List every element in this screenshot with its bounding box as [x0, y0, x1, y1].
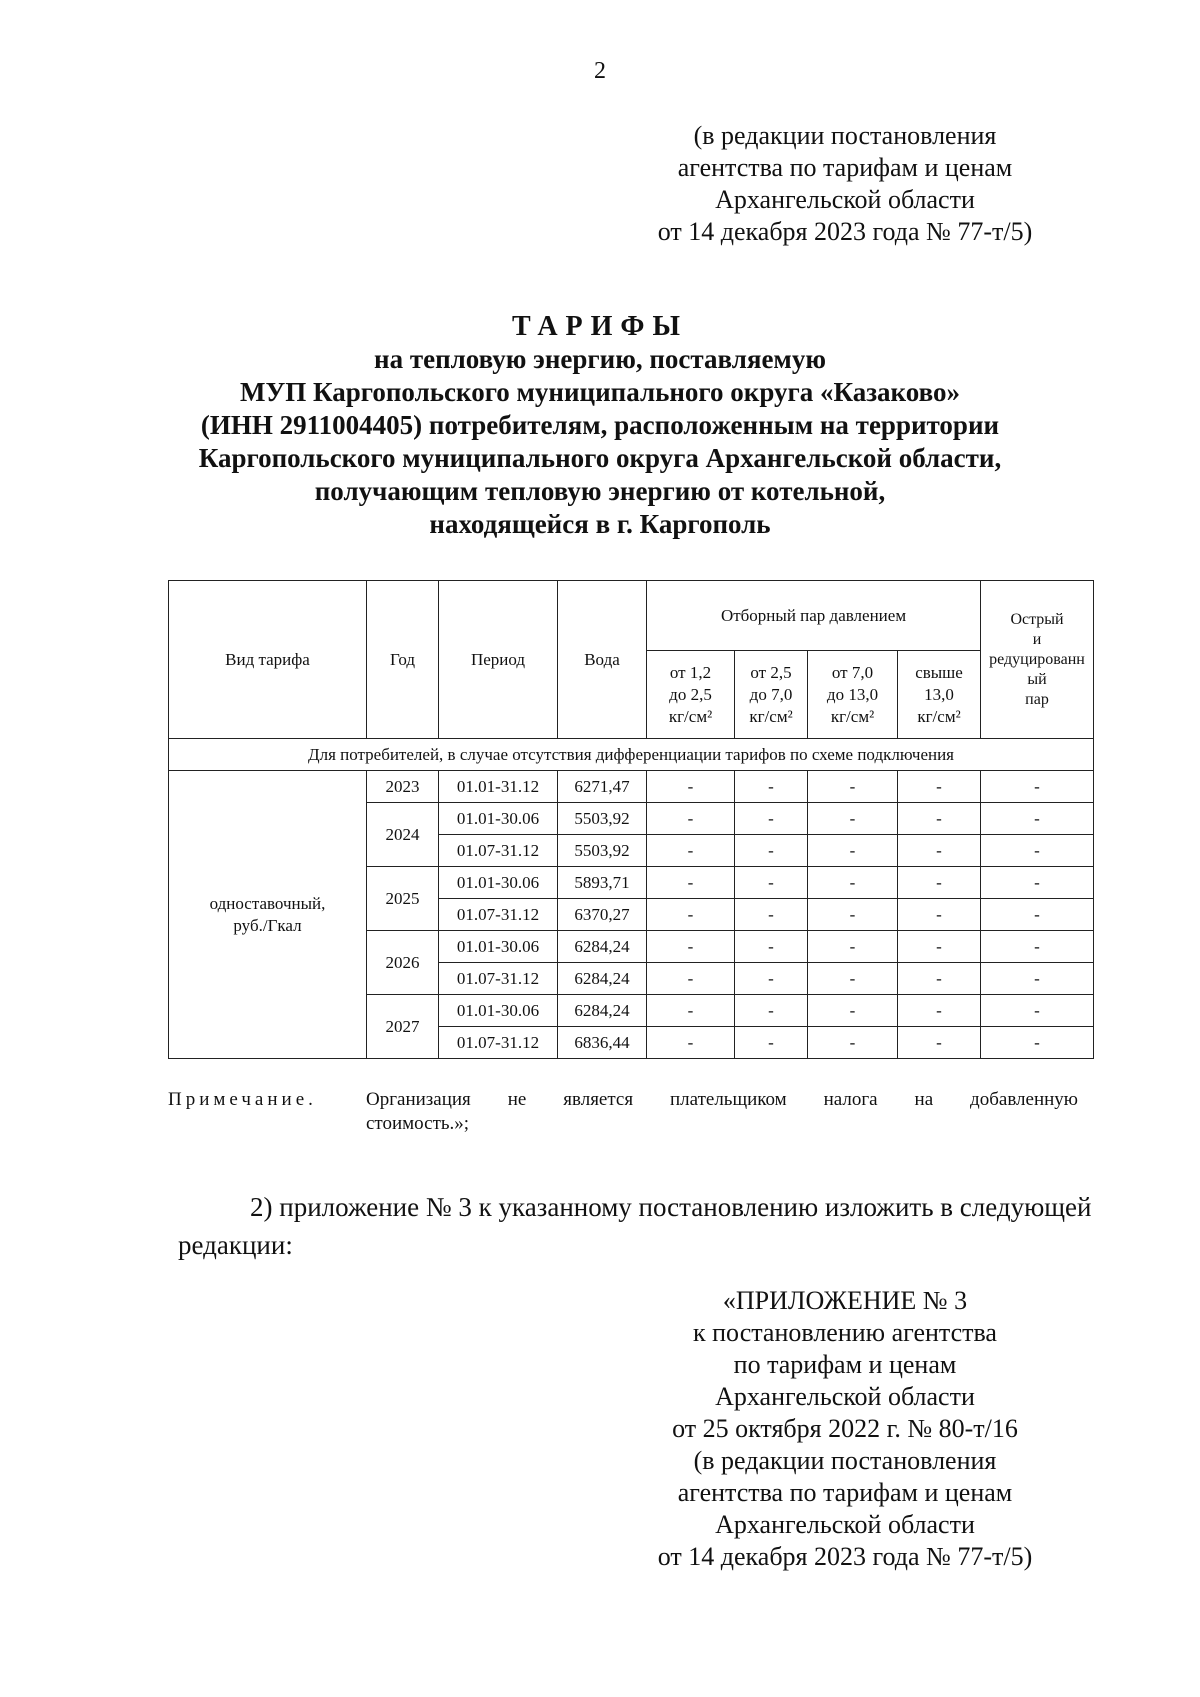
- appendix-line: «ПРИЛОЖЕНИЕ № 3: [722, 1286, 968, 1315]
- title-line: на тепловую энергию, поставляемую: [374, 344, 826, 374]
- dash-cell: -: [647, 931, 735, 963]
- dash-cell: -: [808, 803, 898, 835]
- header-sharp-steam: [981, 581, 1094, 739]
- header-sharp-line: и: [1032, 630, 1042, 648]
- year-cell: 2027: [367, 995, 439, 1059]
- appendix-line: агентства по тарифам и ценам: [677, 1478, 1013, 1507]
- period-cell: 01.01-30.06: [439, 995, 558, 1027]
- appendix-line: по тарифам и ценам: [733, 1350, 957, 1379]
- dash-cell: -: [647, 995, 735, 1027]
- water-value-cell: 6284,24: [558, 995, 647, 1027]
- header-steam-col-3: [808, 651, 898, 739]
- dash-cell: -: [808, 899, 898, 931]
- period-cell: 01.07-31.12: [439, 899, 558, 931]
- header-tariff-type: Вид тарифа: [169, 581, 367, 739]
- dash-cell: -: [647, 899, 735, 931]
- tariff-type-line: руб./Гкал: [233, 915, 302, 935]
- dash-cell: -: [981, 931, 1094, 963]
- paragraph-2-line1: 2) приложение № 3 к указанному постановлению изложить в следующей: [250, 1192, 1092, 1222]
- title-line: (ИНН 2911004405) потребителям, расположенным на территории: [200, 410, 1000, 440]
- paragraph-2-line2: редакции:: [178, 1230, 293, 1260]
- title-line: получающим тепловую энергию от котельной,: [314, 476, 886, 506]
- dash-cell: -: [981, 899, 1094, 931]
- header-steam-line: кг/см²: [830, 706, 875, 726]
- header-steam-line: до 13,0: [826, 684, 879, 704]
- header-steam-line: кг/см²: [749, 706, 793, 726]
- dash-cell: -: [981, 995, 1094, 1027]
- dash-cell: -: [735, 867, 808, 899]
- amendment-line: Архангельской области: [715, 185, 975, 214]
- dash-cell: -: [808, 963, 898, 995]
- header-steam-line: до 7,0: [749, 684, 793, 704]
- dash-cell: -: [808, 771, 898, 803]
- paragraph-2: [178, 1188, 1118, 1264]
- dash-cell: -: [898, 931, 981, 963]
- dash-cell: -: [981, 835, 1094, 867]
- water-value-cell: 6836,44: [558, 1027, 647, 1059]
- dash-cell: -: [808, 835, 898, 867]
- appendix-line: от 14 декабря 2023 года № 77-т/5): [657, 1542, 1033, 1571]
- dash-cell: -: [735, 1027, 808, 1059]
- dash-cell: -: [981, 963, 1094, 995]
- dash-cell: -: [898, 1027, 981, 1059]
- header-steam-line: от 1,2: [669, 662, 712, 682]
- dash-cell: -: [808, 1027, 898, 1059]
- header-steam-line: от 2,5: [750, 662, 792, 682]
- header-steam-col-4: [898, 651, 981, 739]
- page-number: 2: [594, 58, 606, 84]
- dash-cell: -: [898, 867, 981, 899]
- title-line: Каргопольского муниципального округа Архангельской области,: [198, 443, 1002, 473]
- header-steam-line: кг/см²: [668, 706, 713, 726]
- water-value-cell: 6284,24: [558, 931, 647, 963]
- dash-cell: -: [647, 835, 735, 867]
- dash-cell: -: [647, 963, 735, 995]
- period-cell: 01.01-30.06: [439, 931, 558, 963]
- header-steam-line: 13,0: [924, 684, 954, 704]
- header-steam-col-1: [647, 651, 735, 739]
- header-steam-line: свыше: [915, 662, 963, 682]
- header-period: Период: [439, 581, 558, 739]
- period-cell: 01.07-31.12: [439, 963, 558, 995]
- header-steam-line: до 2,5: [669, 684, 712, 704]
- appendix-line: Архангельской области: [715, 1382, 975, 1411]
- period-cell: 01.07-31.12: [439, 835, 558, 867]
- header-year: Год: [367, 581, 439, 739]
- title-line: находящейся в г. Каргополь: [429, 509, 771, 539]
- dash-cell: -: [898, 963, 981, 995]
- water-value-cell: 5503,92: [558, 835, 647, 867]
- water-value-cell: 5893,71: [558, 867, 647, 899]
- amendment-line: агентства по тарифам и ценам: [677, 153, 1013, 182]
- dash-cell: -: [898, 995, 981, 1027]
- period-cell: 01.07-31.12: [439, 1027, 558, 1059]
- header-steam-line: от 7,0: [831, 662, 874, 682]
- dash-cell: -: [647, 803, 735, 835]
- amendment-line: от 14 декабря 2023 года № 77-т/5): [657, 217, 1033, 246]
- appendix-line: от 25 октября 2022 г. № 80-т/16: [672, 1414, 1018, 1443]
- dash-cell: -: [981, 771, 1094, 803]
- year-cell: 2026: [367, 931, 439, 995]
- header-sharp-line: пар: [1025, 690, 1049, 708]
- period-cell: 01.01-31.12: [439, 771, 558, 803]
- dash-cell: -: [808, 931, 898, 963]
- dash-cell: -: [647, 1027, 735, 1059]
- tariff-type-cell: [169, 771, 367, 1059]
- dash-cell: -: [898, 803, 981, 835]
- appendix-header: [615, 1285, 1075, 1573]
- dash-cell: -: [981, 1027, 1094, 1059]
- dash-cell: -: [735, 803, 808, 835]
- header-sharp-line: редуцированн: [989, 650, 1085, 668]
- amendment-note-top: [615, 120, 1075, 248]
- water-value-cell: 6370,27: [558, 899, 647, 931]
- appendix-line: (в редакции постановления: [693, 1446, 997, 1475]
- dash-cell: -: [981, 803, 1094, 835]
- table-row: [169, 771, 1094, 803]
- dash-cell: -: [898, 899, 981, 931]
- header-sharp-line: Острый: [1010, 610, 1064, 628]
- dash-cell: -: [898, 835, 981, 867]
- year-cell: 2025: [367, 867, 439, 931]
- title-line: МУП Каргопольского муниципального округа «Казаково»: [240, 377, 960, 407]
- period-cell: 01.01-30.06: [439, 867, 558, 899]
- header-steam-line: кг/см²: [917, 706, 961, 726]
- appendix-line: Архангельской области: [715, 1510, 975, 1539]
- document-title: [150, 310, 1050, 541]
- section-label: Для потребителей, в случае отсутствия дифференциации тарифов по схеме подключения: [169, 739, 1094, 771]
- title-main: ТАРИФЫ: [512, 311, 688, 342]
- dash-cell: -: [735, 995, 808, 1027]
- dash-cell: -: [735, 899, 808, 931]
- period-cell: 01.01-30.06: [439, 803, 558, 835]
- table-note: [168, 1088, 1078, 1134]
- year-cell: 2023: [367, 771, 439, 803]
- water-value-cell: 6284,24: [558, 963, 647, 995]
- dash-cell: -: [808, 867, 898, 899]
- header-steam-col-2: [735, 651, 808, 739]
- dash-cell: -: [647, 867, 735, 899]
- note-label: Примечание.: [168, 1089, 317, 1110]
- tariff-type-line: одноставочный,: [209, 893, 326, 913]
- dash-cell: -: [808, 995, 898, 1027]
- header-sharp-line: ый: [1027, 670, 1047, 688]
- note-text-line1: Организация не является плательщиком налога на добавленную: [366, 1089, 1078, 1110]
- dash-cell: -: [898, 771, 981, 803]
- header-water: Вода: [558, 581, 647, 739]
- amendment-line: (в редакции постановления: [693, 121, 997, 150]
- water-value-cell: 5503,92: [558, 803, 647, 835]
- water-value-cell: 6271,47: [558, 771, 647, 803]
- dash-cell: -: [735, 931, 808, 963]
- dash-cell: -: [735, 835, 808, 867]
- dash-cell: -: [647, 771, 735, 803]
- appendix-line: к постановлению агентства: [693, 1318, 997, 1347]
- dash-cell: -: [735, 963, 808, 995]
- dash-cell: -: [735, 771, 808, 803]
- dash-cell: -: [981, 867, 1094, 899]
- year-cell: 2024: [367, 803, 439, 867]
- header-steam: Отборный пар давлением: [647, 581, 981, 651]
- tariff-table: [168, 580, 1094, 1059]
- note-text-line2: стоимость.»;: [366, 1113, 470, 1134]
